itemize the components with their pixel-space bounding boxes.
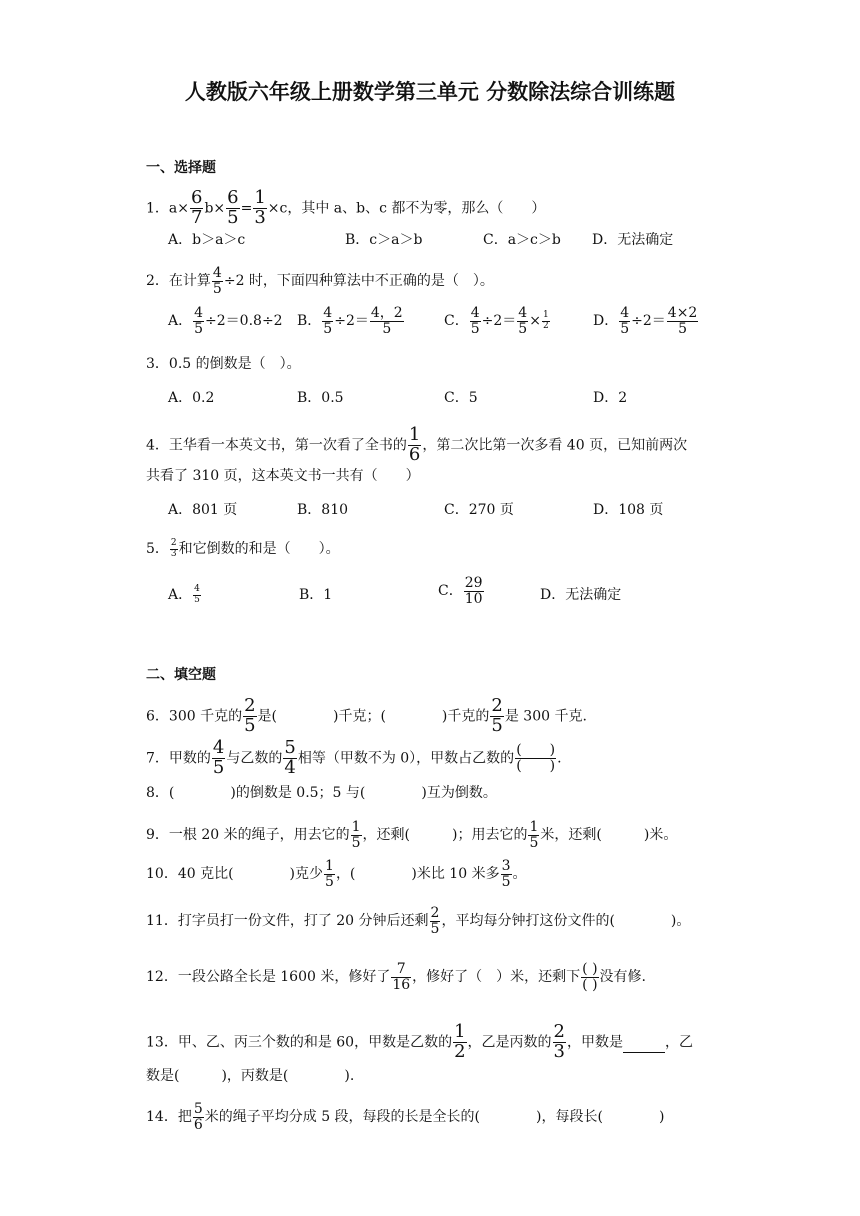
q4-option-a: A．801 页 <box>168 502 238 518</box>
q4-option-c: C．270 页 <box>444 502 514 518</box>
question-4: 4．王华看一本英文书，第一次看了全书的 $\frac{1}{6}$ ，第二次比第一次多看 40 页，已知前两次 <box>146 424 688 465</box>
q1-frac-3: $\frac{1}{3}$ <box>254 187 266 228</box>
q1-text-a: 1．a× <box>146 200 189 217</box>
q2-option-c: C． $\frac{4}{5}$ ÷2＝ $\frac{4}{5}$ × $\frac{1}{2}$ <box>444 305 549 337</box>
q4-option-b: B．810 <box>297 502 349 518</box>
question-2: 2．在计算 $\frac{4}{5}$ ÷2 时，下面四种算法中不正确的是（ ）。 <box>146 265 494 297</box>
q3-option-a: A．0.2 <box>168 390 215 406</box>
q1-frac-1: $\frac{6}{7}$ <box>190 187 203 228</box>
question-4-line2: 共看了 310 页，这本英文书一共有（ ） <box>146 468 420 484</box>
question-3: 3．0.5 的倒数是（ ）。 <box>146 356 301 372</box>
q2-option-b: B． $\frac{4}{5}$ ÷2＝ $\frac{4,2}{5}$ <box>297 305 403 337</box>
question-13: 13．甲、乙、丙三个数的和是 60，甲数是乙数的 $\frac{1}{2}$ ，乙是丙数的 $\frac{2}{3}$ ，甲数是 ，乙 <box>146 1021 693 1062</box>
q2-option-a: A． $\frac{4}{5}$ ÷2＝0.8÷2 <box>168 305 283 337</box>
question-13-line2: 数是( )，丙数是( ). <box>146 1068 355 1084</box>
question-9: 9．一根 20 米的绳子，用去它的 $\frac{1}{5}$ ，还剩( )；用去它的 $\frac{1}{5}$ 米，还剩( )米。 <box>146 819 678 851</box>
q4-frac: $\frac{1}{6}$ <box>408 424 421 465</box>
q1-option-b: B．c＞a＞b <box>345 232 423 248</box>
q3-option-c: C．5 <box>444 390 478 406</box>
question-11: 11．打字员打一份文件，打了 20 分钟后还剩 $\frac{2}{5}$ ，平均每分钟打这份文件的( )。 <box>146 905 691 937</box>
q5-option-b: B．1 <box>299 587 333 603</box>
section-heading-fill: 二、填空题 <box>146 667 216 683</box>
q3-option-b: B．0.5 <box>297 390 344 406</box>
question-8: 8．( )的倒数是 0.5；5 与( )互为倒数。 <box>146 785 497 801</box>
question-10: 10．40 克比( )克少 $\frac{1}{5}$ ，( )米比 10 米多 $\frac{3}{5}$ 。 <box>146 858 527 890</box>
section-heading-choice: 一、选择题 <box>146 160 216 176</box>
q4-option-d: D．108 页 <box>593 502 664 518</box>
q1-option-d: D．无法确定 <box>592 232 674 248</box>
question-7: 7．甲数的 $\frac{4}{5}$ 与乙数的 $\frac{5}{4}$ 相等（甲数不为 0），甲数占乙数的 $\frac{( )}{( )}$ . <box>146 737 562 778</box>
q13-answer-blank <box>623 1032 665 1053</box>
q5-option-d: D．无法确定 <box>540 587 622 603</box>
question-12: 12．一段公路全长是 1600 米，修好了 $\frac{7}{16}$ ，修好了（ ）米，还剩下 $\frac{( )}{( )}$ 没有修. <box>146 961 646 993</box>
question-6: 6．300 千克的 $\frac{2}{5}$ 是( )千克；( )千克的 $\frac{2}{5}$ 是 300 千克. <box>146 695 587 736</box>
question-5: 5． $\frac{2}{3}$ 和它倒数的和是（ ）。 <box>146 538 340 559</box>
q5-option-a: A． $\frac{4}{5}$ <box>168 584 200 605</box>
page-title: 人教版六年级上册数学第三单元 分数除法综合训练题 <box>184 79 676 104</box>
q1-option-a: A．b＞a＞c <box>168 232 246 248</box>
q3-option-d: D．2 <box>593 390 628 406</box>
q2-option-d: D． $\frac{4}{5}$ ÷2＝ $\frac{4\times 2}{5}$ <box>593 305 698 337</box>
q5-frac: $\frac{2}{3}$ <box>170 538 177 559</box>
question-14: 14．把 $\frac{5}{6}$ 米的绳子平均分成 5 段，每段的长是全长的( )，每段长( ) <box>146 1101 665 1133</box>
q2-frac: $\frac{4}{5}$ <box>212 265 222 297</box>
q5-option-c: C． $\frac{29}{10}$ <box>438 575 483 607</box>
q1-option-c: C．a＞c＞b <box>483 232 561 248</box>
q1-frac-2: $\frac{6}{5}$ <box>227 187 239 228</box>
question-1: 1．a× $\frac{6}{7}$ b× $\frac{6}{5}$ = $\frac{1}{3}$ ×c，其中 a、b、c 都不为零，那么（ ） <box>146 187 546 228</box>
